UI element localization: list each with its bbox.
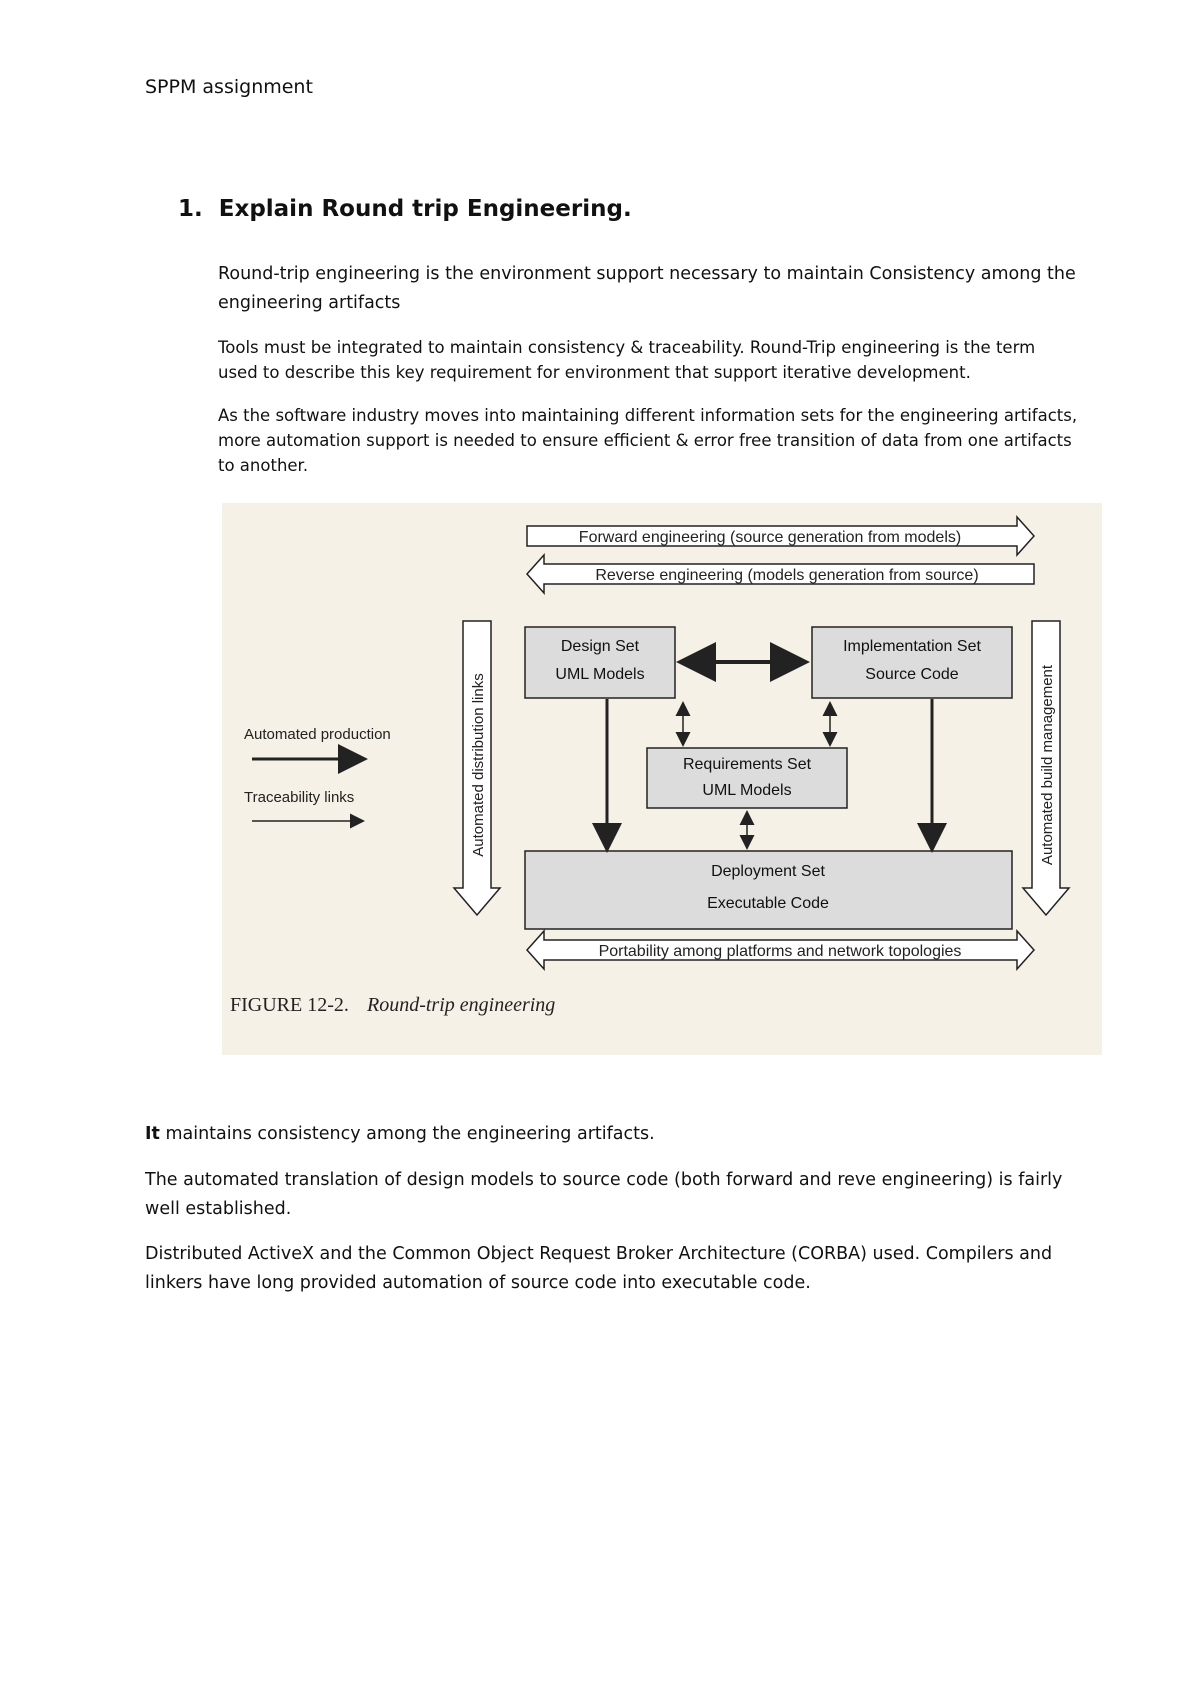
question-number: 1. xyxy=(178,196,203,222)
bold-it: It xyxy=(145,1124,160,1144)
portability-label: Portability among platforms and network topologies xyxy=(598,943,962,960)
implementation-set-subtitle: Source Code xyxy=(865,666,959,683)
automated-distribution-label: Automated distribution links xyxy=(470,673,487,857)
automated-build-arrow xyxy=(1023,621,1069,915)
page-header: SPPM assignment xyxy=(145,76,313,98)
question-title: Explain Round trip Engineering. xyxy=(218,196,632,222)
deployment-set-box xyxy=(525,851,1012,929)
deployment-set-subtitle: Executable Code xyxy=(707,895,829,912)
implementation-set-box xyxy=(812,627,1012,698)
design-set-box xyxy=(525,627,675,698)
portability-arrow xyxy=(527,931,1034,969)
legend-automated-production: Automated production xyxy=(244,726,391,743)
reverse-engineering-label: Reverse engineering (models generation from source) xyxy=(595,567,979,584)
automated-build-label: Automated build management xyxy=(1039,664,1056,866)
requirements-set-subtitle: UML Models xyxy=(702,782,792,799)
body-paragraph-consistency-text: maintains consistency among the engineering artifacts. xyxy=(159,1124,655,1144)
legend xyxy=(244,726,391,821)
requirements-set-box xyxy=(647,748,847,808)
paragraph-automation: As the software industry moves into maintaining different information sets for the engineering artifacts, more automation support is needed to ensure efficient & error free transition of data from one artifacts to another. xyxy=(218,406,1078,475)
legend-traceability: Traceability links xyxy=(244,789,355,806)
figure-caption-title: Round-trip engineering xyxy=(367,994,556,1016)
implementation-set-title: Implementation Set xyxy=(843,638,981,655)
reverse-engineering-arrow xyxy=(527,555,1034,593)
paragraph-tools: Tools must be integrated to maintain consistency & traceability. Round-Trip engineering is the term used to describe this key requirement for environment that support iterative development. xyxy=(218,338,1036,382)
body-paragraph-consistency xyxy=(145,1120,1075,1149)
forward-engineering-label: Forward engineering (source generation from models) xyxy=(578,529,962,546)
automated-distribution-arrow xyxy=(454,621,500,915)
requirements-set-title: Requirements Set xyxy=(682,756,812,773)
forward-engineering-arrow xyxy=(527,517,1034,555)
paragraph-definition: Round-trip engineering is the environment support necessary to maintain Consistency among the engineering artifacts xyxy=(218,264,1076,313)
design-set-title: Design Set xyxy=(560,638,640,655)
question-heading xyxy=(178,196,632,222)
body-paragraph-translation: The automated translation of design models to source code (both forward and reve engineering) is fairly well established. xyxy=(145,1170,1063,1219)
body-paragraph-corba: Distributed ActiveX and the Common Object Request Broker Architecture (CORBA) used. Compilers and linkers have long provided automation of source code into executable code. xyxy=(145,1244,1053,1293)
round-trip-figure xyxy=(222,503,1102,1055)
figure-caption-label: FIGURE 12-2. xyxy=(230,994,349,1016)
design-set-subtitle: UML Models xyxy=(555,666,645,683)
deployment-set-title: Deployment Set xyxy=(711,863,825,880)
